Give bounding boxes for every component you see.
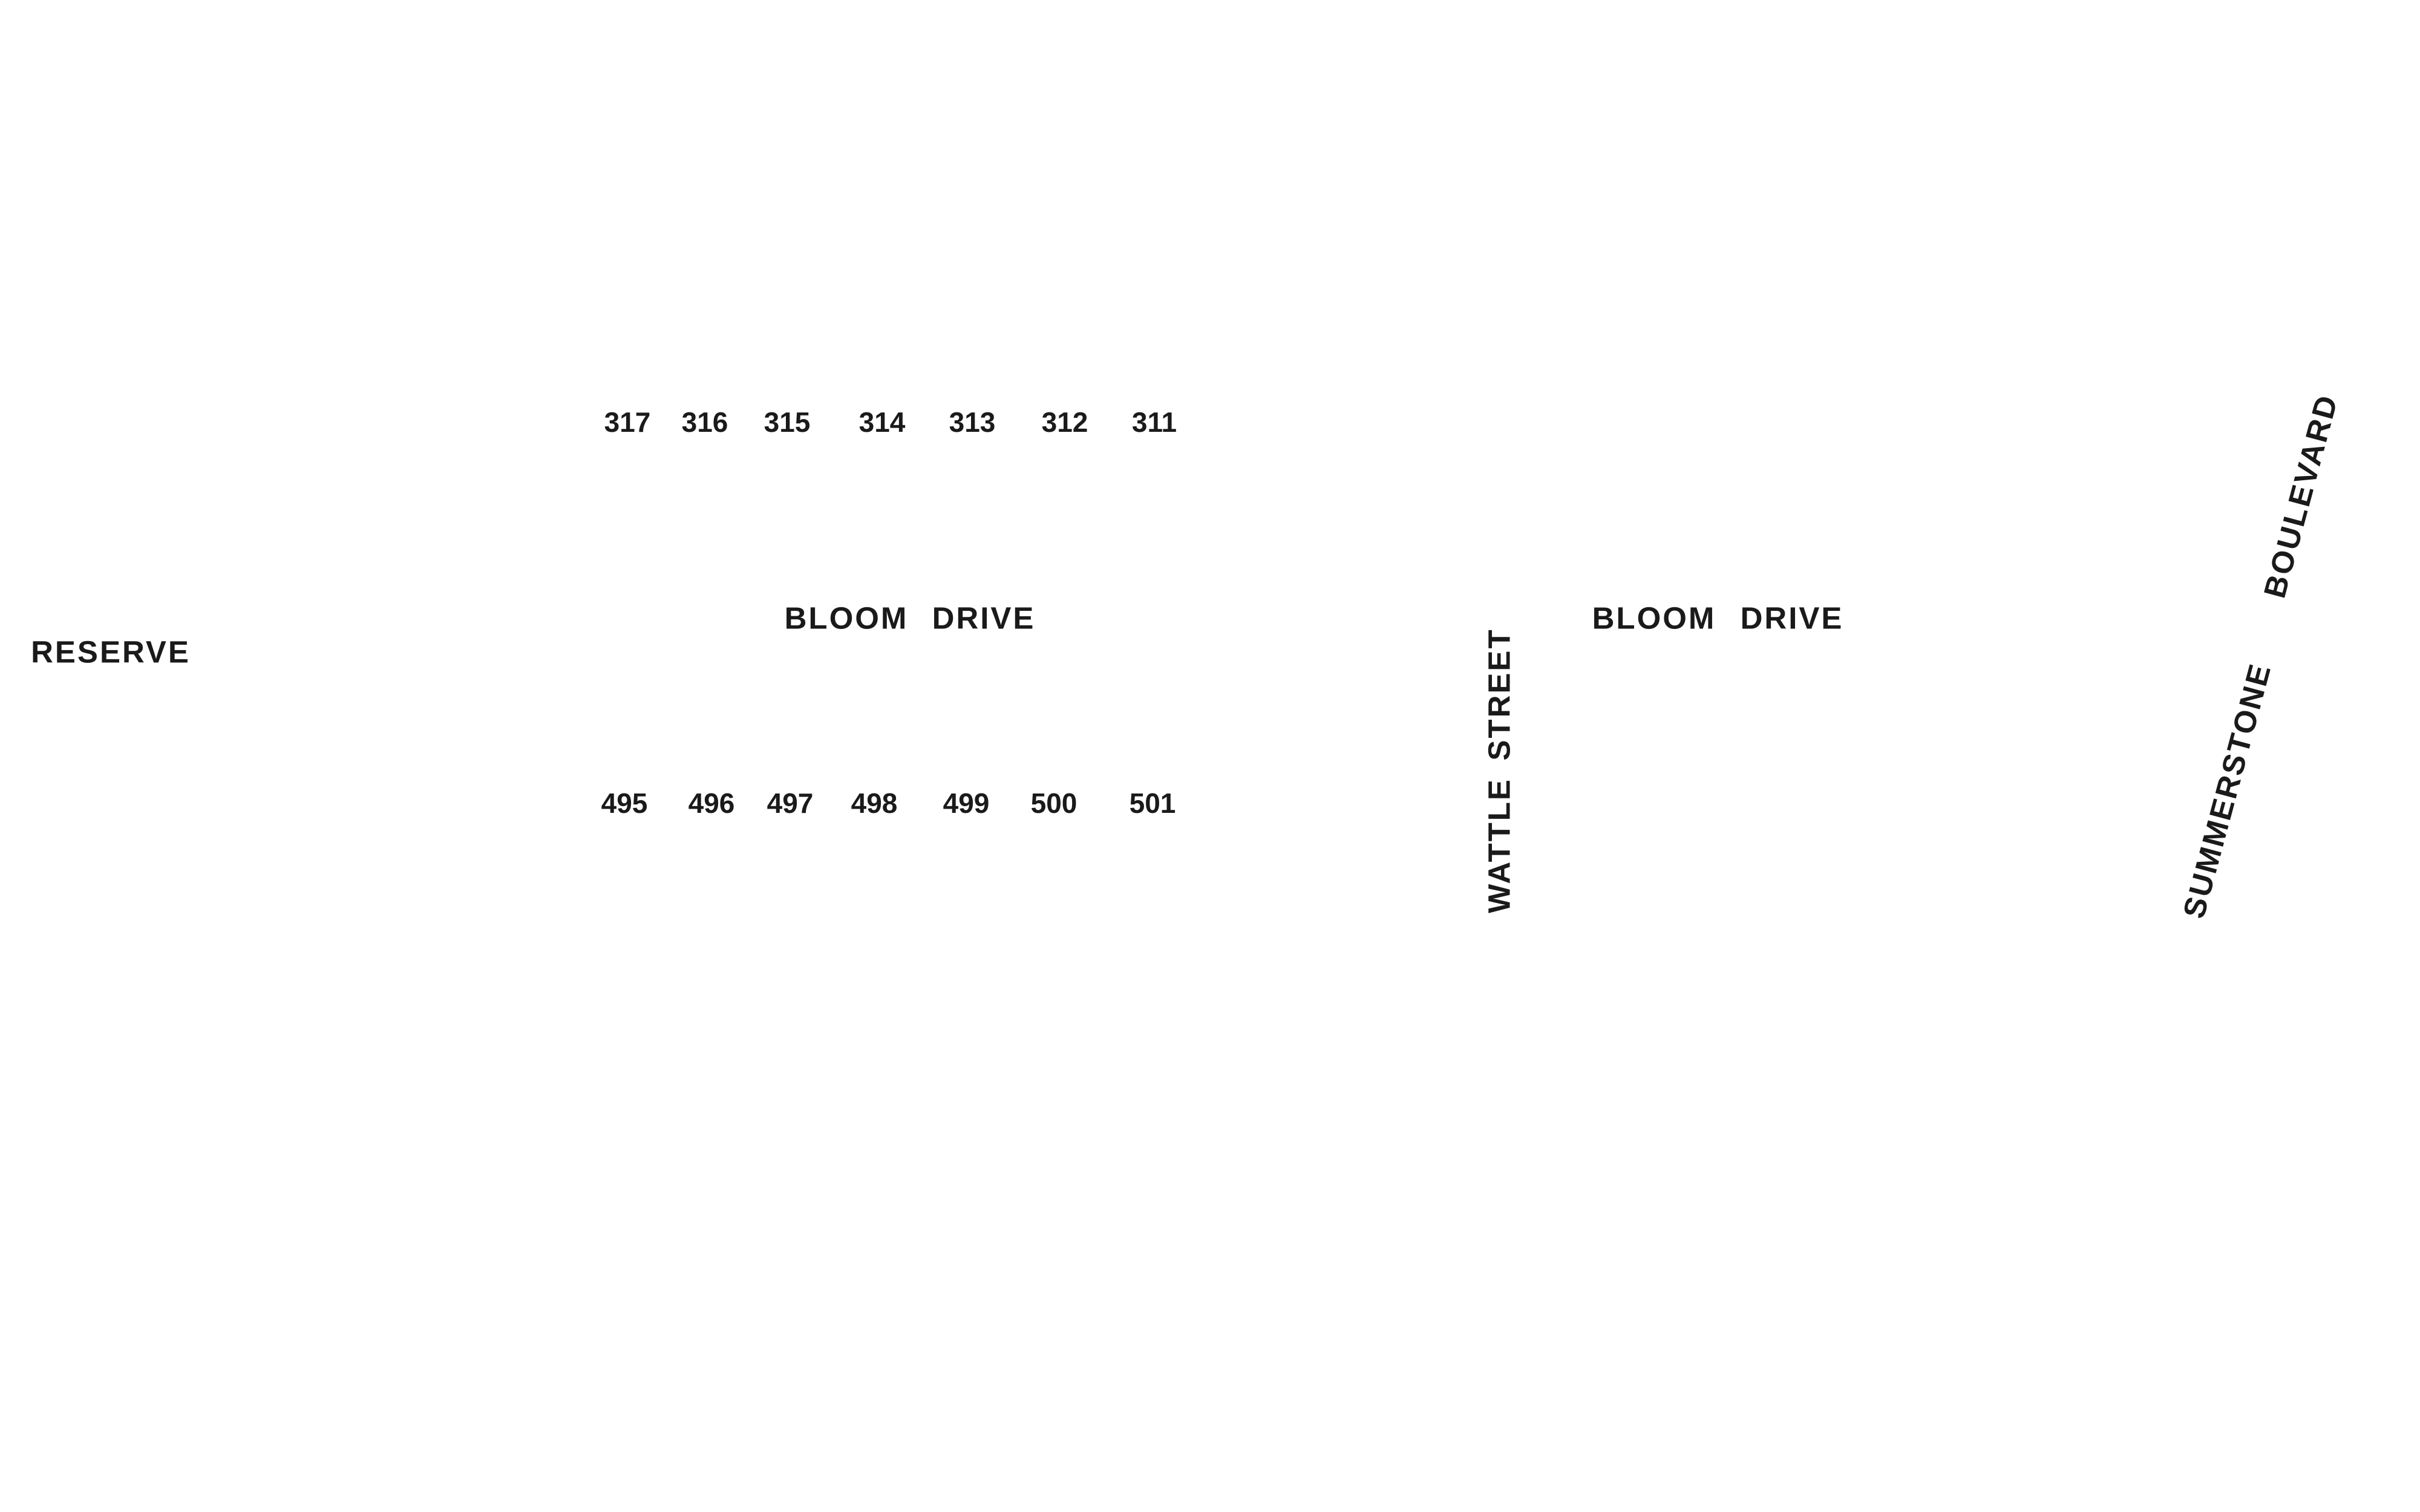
lot-label-495: 495 — [601, 787, 648, 819]
lot-label-498: 498 — [851, 787, 898, 819]
summerstone-boulevard-word1: SUMMERSTONE — [2176, 659, 2278, 922]
lot-label-500: 500 — [1030, 787, 1078, 819]
wattle-street-word1: WATTLE — [1482, 778, 1517, 913]
lot-label-316: 316 — [681, 406, 728, 438]
lot-label-497: 497 — [767, 787, 814, 819]
lot-label-312: 312 — [1041, 406, 1088, 438]
lot-label-499: 499 — [943, 787, 990, 819]
lot-label-313: 313 — [949, 406, 996, 438]
wattle-street-word2: STREET — [1482, 628, 1517, 761]
bloom-drive-east-word1: BLOOM — [1592, 601, 1716, 636]
lot-label-317: 317 — [604, 406, 651, 438]
lot-label-501: 501 — [1129, 787, 1176, 819]
bloom-drive-west-word1: BLOOM — [784, 601, 909, 636]
summerstone-boulevard-word2: BOULEVARD — [2257, 390, 2345, 602]
reserve-label: RESERVE — [31, 634, 191, 670]
bloom-drive-west-word2: DRIVE — [932, 601, 1036, 636]
lot-label-311: 311 — [1131, 406, 1177, 438]
lot-label-496: 496 — [688, 787, 735, 819]
lot-label-314: 314 — [858, 406, 906, 438]
bloom-drive-east-word2: DRIVE — [1740, 601, 1844, 636]
lot-label-315: 315 — [764, 406, 811, 438]
